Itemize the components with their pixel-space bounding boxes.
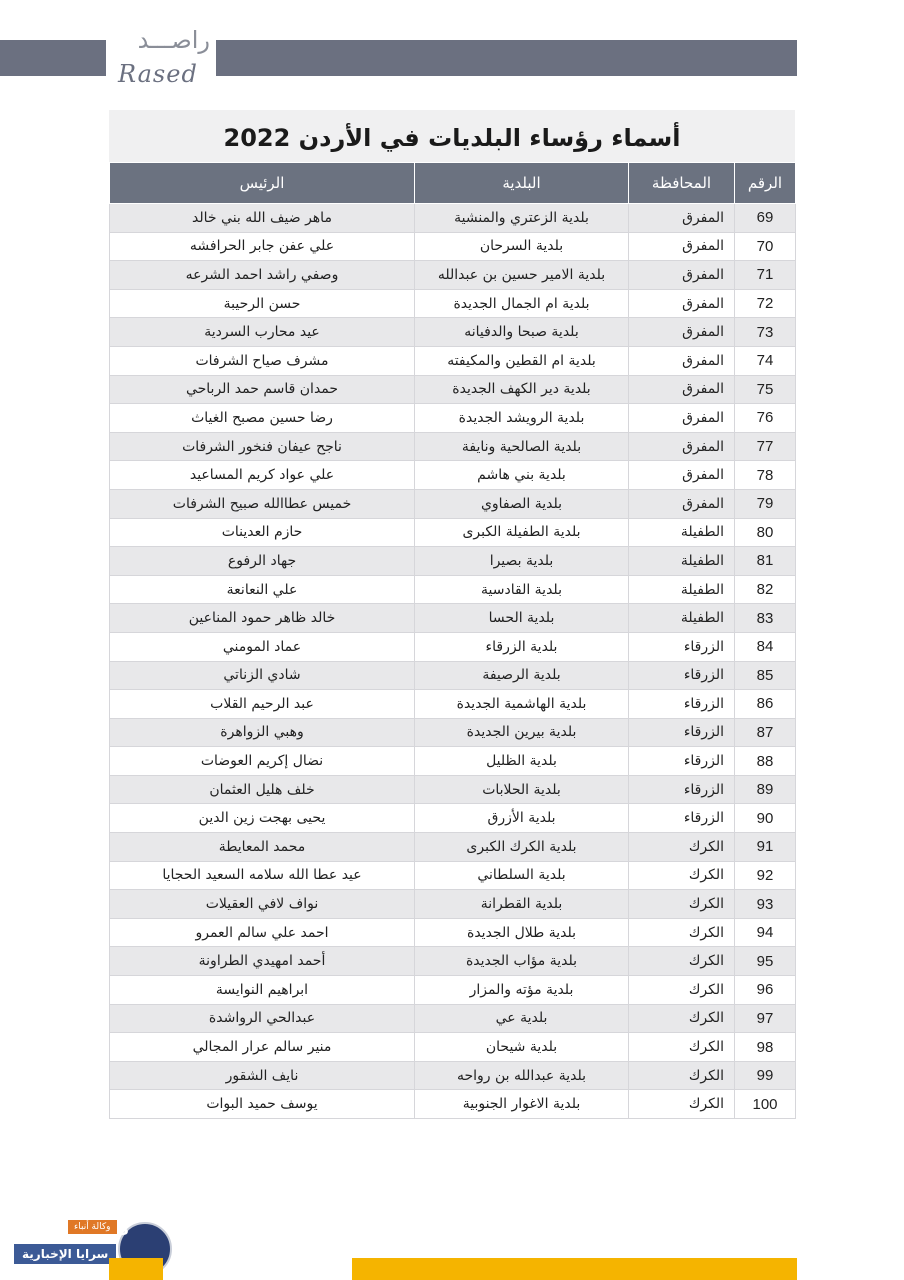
cell-governorate: الطفيلة [629, 518, 735, 547]
table-row [110, 976, 796, 1005]
cell-number: 83 [735, 604, 796, 633]
cell-mayor: يحيى بهجت زين الدين [110, 804, 415, 833]
cell-number: 91 [735, 833, 796, 862]
page-title: أسماء رؤساء البلديات في الأردن 2022 [223, 124, 681, 152]
table-row [110, 918, 796, 947]
cell-municipality: بلدية صبحا والدفيانه [415, 318, 629, 347]
table-row [110, 261, 796, 290]
cell-mayor: خميس عطاالله صبيح الشرفات [110, 489, 415, 518]
cell-municipality: بلدية الاغوار الجنوبية [415, 1090, 629, 1119]
cell-number: 100 [735, 1090, 796, 1119]
cell-mayor: علي عفن جابر الحرافشه [110, 232, 415, 261]
header-band-right [216, 40, 797, 76]
cell-number: 84 [735, 632, 796, 661]
cell-mayor: عبدالحي الرواشدة [110, 1004, 415, 1033]
table-row [110, 232, 796, 261]
cell-municipality: بلدية مؤته والمزار [415, 976, 629, 1005]
cell-municipality: بلدية الهاشمية الجديدة [415, 690, 629, 719]
cell-municipality: بلدية بصيرا [415, 547, 629, 576]
table-row [110, 375, 796, 404]
cell-governorate: الكرك [629, 1004, 735, 1033]
cell-mayor: عيد محارب السردية [110, 318, 415, 347]
cell-mayor: ماهر ضيف الله بني خالد [110, 204, 415, 233]
cell-mayor: نايف الشقور [110, 1061, 415, 1090]
cell-mayor: حازم العدينات [110, 518, 415, 547]
cell-number: 72 [735, 289, 796, 318]
table-row [110, 318, 796, 347]
cell-number: 85 [735, 661, 796, 690]
table-row [110, 461, 796, 490]
cell-mayor: مشرف صياح الشرفات [110, 346, 415, 375]
table-row [110, 404, 796, 433]
cell-mayor: شادي الزناتي [110, 661, 415, 690]
table-row [110, 1090, 796, 1119]
cell-mayor: جهاد الرفوع [110, 547, 415, 576]
cell-municipality: بلدية الزعتري والمنشية [415, 204, 629, 233]
cell-municipality: بلدية الحلابات [415, 775, 629, 804]
cell-municipality: بلدية الرصيفة [415, 661, 629, 690]
cell-mayor: خلف هليل العثمان [110, 775, 415, 804]
cell-municipality: بلدية مؤاب الجديدة [415, 947, 629, 976]
logo-arabic-text: راصـــد [137, 26, 210, 54]
table-row [110, 632, 796, 661]
page-number: 3 [118, 1220, 130, 1239]
cell-mayor: حمدان قاسم حمد الرباحي [110, 375, 415, 404]
cell-number: 89 [735, 775, 796, 804]
cell-number: 71 [735, 261, 796, 290]
cell-governorate: المفرق [629, 432, 735, 461]
cell-municipality: بلدية الطفيلة الكبرى [415, 518, 629, 547]
cell-mayor: نضال إكريم العوضات [110, 747, 415, 776]
cell-municipality: بلدية القطرانة [415, 890, 629, 919]
agency-name: سرايا الإخبارية [14, 1244, 116, 1264]
cell-municipality: بلدية عبدالله بن رواحه [415, 1061, 629, 1090]
table-row [110, 747, 796, 776]
cell-governorate: المفرق [629, 489, 735, 518]
agency-tagline: وكالة أنباء [68, 1220, 117, 1234]
table-row [110, 890, 796, 919]
cell-number: 73 [735, 318, 796, 347]
table-row [110, 947, 796, 976]
cell-governorate: الكرك [629, 976, 735, 1005]
cell-governorate: المفرق [629, 404, 735, 433]
cell-governorate: الطفيلة [629, 547, 735, 576]
cell-number: 74 [735, 346, 796, 375]
cell-number: 92 [735, 861, 796, 890]
table-row [110, 204, 796, 233]
cell-governorate: الزرقاء [629, 775, 735, 804]
cell-governorate: الكرك [629, 918, 735, 947]
cell-mayor: علي عواد كريم المساعيد [110, 461, 415, 490]
cell-number: 96 [735, 976, 796, 1005]
cell-number: 78 [735, 461, 796, 490]
mayors-table [109, 162, 796, 1119]
cell-governorate: الكرك [629, 947, 735, 976]
cell-governorate: الزرقاء [629, 661, 735, 690]
cell-governorate: المفرق [629, 318, 735, 347]
footer-bar-left [109, 1258, 163, 1280]
cell-municipality: بلدية ام القطين والمكيفته [415, 346, 629, 375]
table-row [110, 518, 796, 547]
cell-number: 75 [735, 375, 796, 404]
cell-governorate: المفرق [629, 375, 735, 404]
cell-municipality: بلدية عي [415, 1004, 629, 1033]
cell-municipality: بلدية السرحان [415, 232, 629, 261]
cell-mayor: خالد ظاهر حمود المناعين [110, 604, 415, 633]
cell-municipality: بلدية ام الجمال الجديدة [415, 289, 629, 318]
cell-mayor: عبد الرحيم القلاب [110, 690, 415, 719]
table-header-row [110, 163, 796, 204]
cell-number: 70 [735, 232, 796, 261]
cell-number: 95 [735, 947, 796, 976]
cell-governorate: الزرقاء [629, 718, 735, 747]
table-row [110, 432, 796, 461]
column-header-governorate: المحافظة [629, 163, 735, 204]
table-row [110, 604, 796, 633]
table-row [110, 690, 796, 719]
cell-governorate: الزرقاء [629, 690, 735, 719]
cell-governorate: الكرك [629, 1033, 735, 1062]
cell-governorate: الكرك [629, 1090, 735, 1119]
cell-governorate: الزرقاء [629, 632, 735, 661]
cell-mayor: عماد المومني [110, 632, 415, 661]
table-row [110, 718, 796, 747]
table-row [110, 346, 796, 375]
cell-municipality: بلدية الظليل [415, 747, 629, 776]
cell-number: 97 [735, 1004, 796, 1033]
column-header-municipality: البلدية [415, 163, 629, 204]
cell-governorate: الطفيلة [629, 575, 735, 604]
cell-municipality: بلدية الامير حسين بن عبدالله [415, 261, 629, 290]
cell-number: 88 [735, 747, 796, 776]
table-row [110, 547, 796, 576]
cell-municipality: بلدية الصالحية ونايفة [415, 432, 629, 461]
cell-mayor: وهبي الزواهرة [110, 718, 415, 747]
cell-mayor: يوسف حميد البوات [110, 1090, 415, 1119]
cell-mayor: نواف لافي العقيلات [110, 890, 415, 919]
cell-municipality: بلدية الزرقاء [415, 632, 629, 661]
cell-number: 98 [735, 1033, 796, 1062]
cell-mayor: رضا حسين مصبح الغياث [110, 404, 415, 433]
cell-municipality: بلدية بيرين الجديدة [415, 718, 629, 747]
header-band-left [0, 40, 106, 76]
cell-number: 94 [735, 918, 796, 947]
cell-municipality: بلدية طلال الجديدة [415, 918, 629, 947]
cell-municipality: بلدية بني هاشم [415, 461, 629, 490]
cell-municipality: بلدية القادسية [415, 575, 629, 604]
cell-mayor: علي النعانعة [110, 575, 415, 604]
cell-governorate: الزرقاء [629, 804, 735, 833]
cell-number: 76 [735, 404, 796, 433]
table-row [110, 861, 796, 890]
cell-governorate: الكرك [629, 833, 735, 862]
cell-governorate: الكرك [629, 861, 735, 890]
cell-municipality: بلدية شيحان [415, 1033, 629, 1062]
cell-governorate: الكرك [629, 890, 735, 919]
table-row [110, 575, 796, 604]
cell-municipality: بلدية الصفاوي [415, 489, 629, 518]
cell-municipality: بلدية دير الكهف الجديدة [415, 375, 629, 404]
footer-bar-right [352, 1258, 797, 1280]
table-row [110, 804, 796, 833]
cell-governorate: المفرق [629, 232, 735, 261]
cell-mayor: عيد عطا الله سلامه السعيد الحجايا [110, 861, 415, 890]
cell-governorate: الطفيلة [629, 604, 735, 633]
cell-governorate: المفرق [629, 289, 735, 318]
cell-number: 80 [735, 518, 796, 547]
cell-number: 69 [735, 204, 796, 233]
column-header-number: الرقم [735, 163, 796, 204]
cell-number: 87 [735, 718, 796, 747]
cell-mayor: محمد المعايطة [110, 833, 415, 862]
column-header-mayor: الرئيس [110, 163, 415, 204]
cell-mayor: حسن الرحيبة [110, 289, 415, 318]
cell-governorate: المفرق [629, 461, 735, 490]
cell-municipality: بلدية السلطاني [415, 861, 629, 890]
table-row [110, 1061, 796, 1090]
cell-mayor: أحمد امهيدي الطراونة [110, 947, 415, 976]
logo-english-text: Rased [118, 60, 198, 88]
cell-governorate: المفرق [629, 204, 735, 233]
cell-governorate: الزرقاء [629, 747, 735, 776]
cell-mayor: وصفي راشد احمد الشرعه [110, 261, 415, 290]
table-row [110, 289, 796, 318]
cell-municipality: بلدية الرويشد الجديدة [415, 404, 629, 433]
cell-number: 99 [735, 1061, 796, 1090]
cell-governorate: الكرك [629, 1061, 735, 1090]
cell-mayor: ناجح عيفان فنخور الشرفات [110, 432, 415, 461]
table-row [110, 489, 796, 518]
table-row [110, 833, 796, 862]
cell-number: 79 [735, 489, 796, 518]
cell-mayor: منير سالم عرار المجالي [110, 1033, 415, 1062]
cell-municipality: بلدية الحسا [415, 604, 629, 633]
cell-number: 93 [735, 890, 796, 919]
cell-number: 90 [735, 804, 796, 833]
cell-number: 86 [735, 690, 796, 719]
cell-governorate: المفرق [629, 261, 735, 290]
table-row [110, 661, 796, 690]
table-row [110, 1004, 796, 1033]
cell-number: 82 [735, 575, 796, 604]
cell-municipality: بلدية الأزرق [415, 804, 629, 833]
cell-mayor: ابراهيم النوايسة [110, 976, 415, 1005]
cell-governorate: المفرق [629, 346, 735, 375]
cell-mayor: احمد علي سالم العمرو [110, 918, 415, 947]
table-row [110, 775, 796, 804]
table-row [110, 1033, 796, 1062]
cell-number: 77 [735, 432, 796, 461]
rased-logo [110, 22, 214, 94]
cell-municipality: بلدية الكرك الكبرى [415, 833, 629, 862]
cell-number: 81 [735, 547, 796, 576]
